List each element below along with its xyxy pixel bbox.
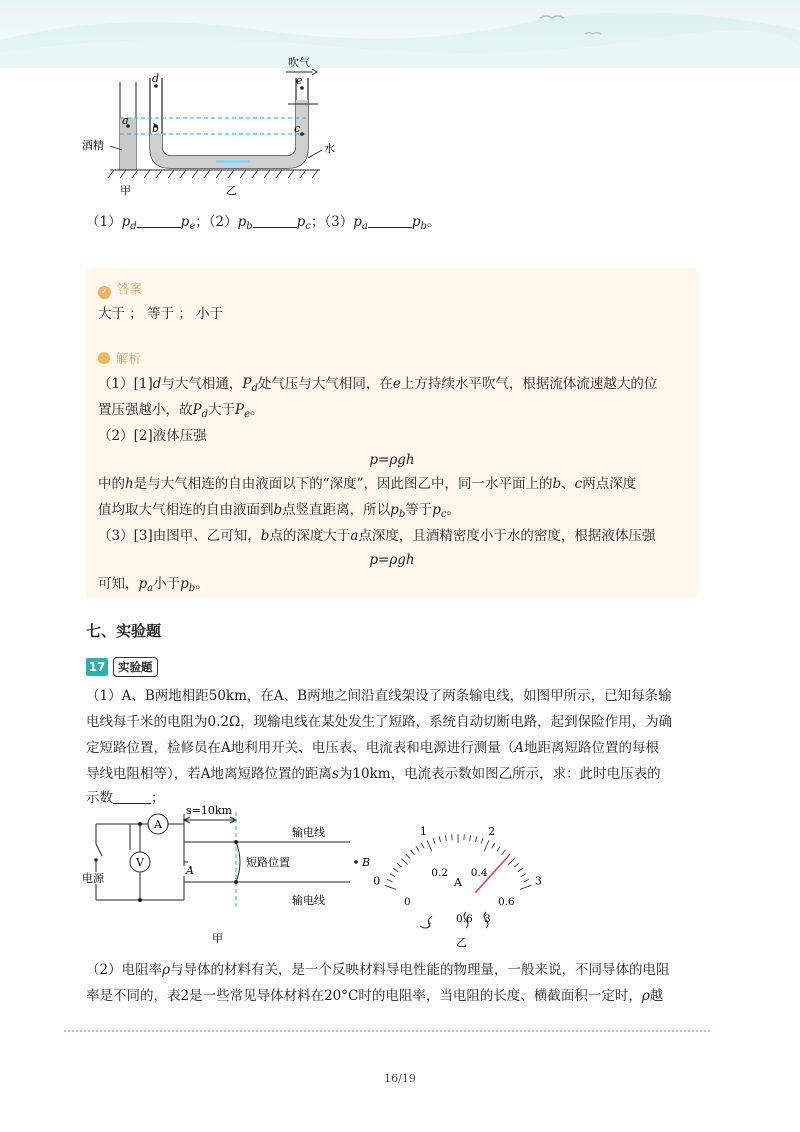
dial-tick [508, 858, 515, 864]
q17-line-2: 电线每千米的电阻为0.2Ω，现输电线在某处发生了短路，系统自动切断电路，起到保险作用，为确 [86, 714, 673, 730]
formula-2: p=ρgh [369, 552, 415, 568]
wire-bottom-label: 输电线 [292, 894, 325, 907]
dial-tick [411, 850, 415, 855]
dial-tick [406, 854, 410, 858]
footer-dotted-divider [64, 1030, 710, 1032]
analysis-line-1: （1）[1]d与大气相通，$P_d$处气压与大气相同，在e上方持续水平吹气，根据流体流速越大的位 [98, 376, 658, 394]
check-icon: ✓ [98, 286, 111, 299]
blank-1[interactable] [137, 213, 181, 228]
dial-tick [523, 879, 528, 882]
dial-tick [492, 843, 495, 848]
scale-bot-2: 0.4 [470, 867, 488, 880]
scale-bot-0: 0 [404, 895, 411, 908]
analysis-line-2: 置压强越小，故$P_d$大于$P_e$。 [98, 402, 264, 420]
dial-tick [521, 874, 526, 877]
dial-tick [514, 863, 519, 867]
point-b: b [152, 122, 160, 135]
term-0-6: 0.6 [456, 913, 473, 925]
dial-tick [421, 843, 424, 848]
q17-line-5: 示数 ； [86, 790, 165, 806]
analysis-line-5: 值均取大气相连的自由液面到b点竖直距离，所以$p_b$等于$p_c$。 [98, 502, 460, 520]
short-label: 短路位置 [246, 856, 290, 869]
voltmeter-label: V [136, 856, 144, 869]
scale-top-3: 3 [534, 874, 542, 888]
circuit-figure [80, 800, 380, 950]
power-label: 电源 [82, 872, 104, 885]
dial-tick [502, 850, 506, 855]
answer-tag: ✓ 答案 [98, 279, 142, 299]
analysis-line-3: （2）[2]液体压强 [98, 428, 207, 444]
dial-tick [520, 885, 531, 889]
dial-tick [484, 840, 489, 851]
dial-tick [393, 868, 398, 871]
dial-tick [497, 846, 500, 851]
fig2-caption: 甲 [212, 932, 223, 945]
point-e: e [296, 74, 303, 87]
q17-line-4: 导线电阻相等），若A地离短路位置的距离s为10km，电流表示数如图乙所示，求：此时电压表的 [86, 766, 661, 782]
label-blow: 吹气 [288, 56, 310, 69]
q16-blanks-line: $(1)p_d$ $p_e$；$(2)p_b$ $p_c$；$(3)p_a$ $p_b$。 [86, 214, 441, 232]
label-yi: 乙 [226, 184, 237, 197]
point-a: a [122, 114, 129, 127]
dial-tick [518, 868, 523, 871]
dial-unit: A [454, 876, 462, 889]
term-3: 3 [484, 913, 491, 925]
dial-tick [470, 835, 471, 841]
scale-top-2: 2 [488, 825, 496, 839]
dial-tick [445, 835, 446, 841]
ammeter-label: A [154, 818, 162, 831]
scale-top-1: 1 [419, 825, 427, 839]
dial-tick [397, 863, 402, 867]
dial-tick [385, 885, 396, 889]
answer-text: 大于 ； 等于 ； 小于 [98, 306, 224, 322]
dial-tick [387, 879, 392, 882]
analysis-line-4: 中的h是与大气相连的自由液面以下的“深度”，因此图乙中，同一水平面上的b、c两点深度 [98, 476, 637, 492]
label-alcohol: 酒精 [82, 139, 104, 152]
fig3-caption: 乙 [456, 936, 467, 949]
dial-tick [481, 838, 483, 844]
dial-tick [475, 836, 476, 842]
label-jia: 甲 [120, 184, 131, 197]
label-water: 水 [324, 142, 335, 155]
dial-tick [439, 836, 440, 842]
dial-tick [433, 838, 435, 844]
dial-tick [390, 874, 395, 877]
point-A: A [186, 864, 194, 877]
question-number: 17 [86, 658, 108, 676]
analysis-line-7: 可知，$p_a$小于$p_b$。 [98, 576, 209, 594]
scale-bot-1: 0.2 [431, 867, 448, 880]
lightbulb-icon [98, 352, 110, 364]
point-d: d [152, 72, 160, 85]
dial-tick [427, 840, 432, 851]
page-number: 16/19 [384, 1072, 416, 1085]
scale-top-0: 0 [373, 874, 381, 888]
q17-line-3: 定短路位置，检修员在A地利用开关、电压表、电流表和电源进行测量（A地距离短路位置的每根 [86, 740, 659, 756]
q17-line-6: （2）电阻率ρ与导体的材料有关，是一个反映材料导电性能的物理量，一般来说，不同导体的电阻 [86, 962, 670, 978]
analysis-tag: 解析 [98, 349, 141, 367]
analysis-line-6: （3）[3]由图甲、乙可知，b点的深度大于a点深度，且酒精密度小于水的密度，根据液体压强 [98, 528, 656, 544]
term-minus: - [428, 918, 432, 929]
ammeter-dial-figure [373, 820, 560, 950]
formula-1: p=ρgh [369, 452, 415, 468]
wire-top-label: 输电线 [292, 826, 325, 839]
u-tube-figure [80, 56, 340, 200]
question-type-badge: 实验题 [113, 657, 158, 677]
scale-bot-3: 0.6 [497, 895, 515, 908]
section-title: 七、实验题 [86, 622, 162, 640]
q17-line-7: 率是不同的，表2是一些常见导体材料在20°C时的电阻率，当电阻的长度、横截面积一定时，ρ越 [86, 988, 664, 1004]
blank-2[interactable] [253, 213, 297, 228]
dial-tick [416, 846, 419, 851]
blank-3[interactable] [368, 213, 412, 228]
s-label: s=10km [186, 804, 232, 817]
dial-tick [401, 858, 408, 864]
point-c: c [294, 122, 301, 135]
q17-line-1: （1）A、B两地相距50km，在A、B两地之间沿直线架设了两条输电线，如图甲所示，已知每条输 [86, 688, 672, 704]
point-B: B [362, 856, 371, 869]
